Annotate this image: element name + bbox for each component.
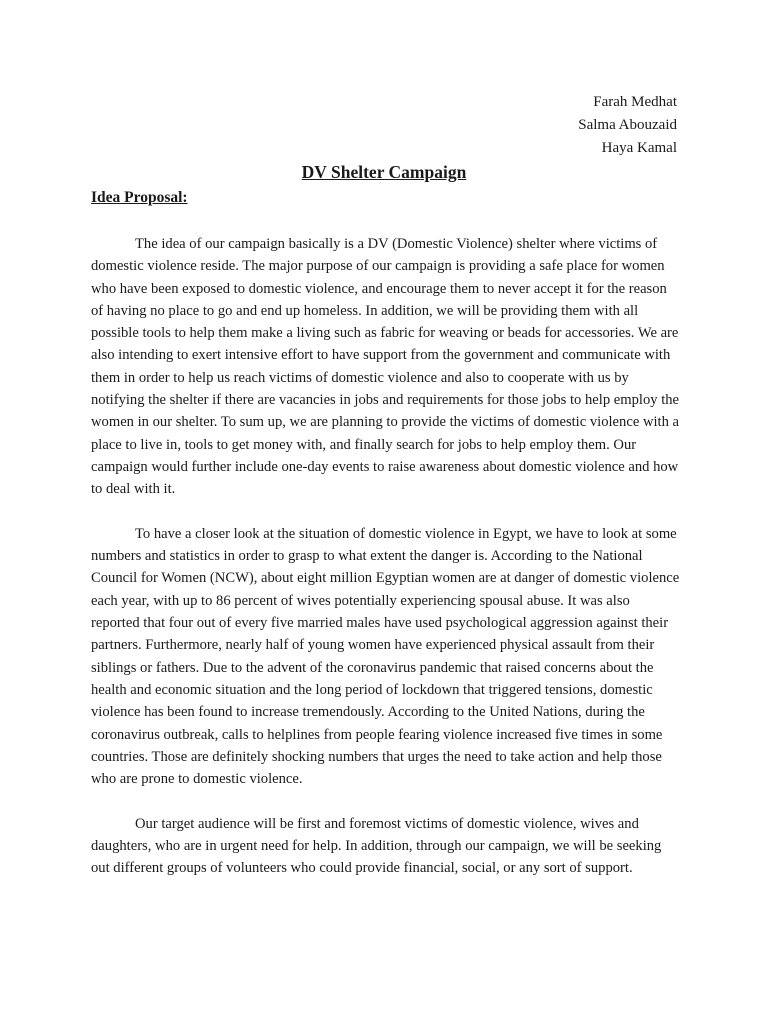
paragraph-1: The idea of our campaign basically is a DV (Domestic Violence) shelter where victims of domestic violence reside. The major purpose of our campaign is providing a safe place for women who have been exposed to domestic violence, and encourage them to never accept it for the reason of having no place to go and end up homeless. In addition, we will be providing them with all possible tools to help them make a living such as fabric for weaving or beads for accessories. We are also intending to exert intensive effort to have support from the government and communicate with them in order to help us reach victims of domestic violence and also to cooperate with us by notifying the shelter if there are vacancies in jobs and requirements for those jobs to help employ the women in our shelter. To sum up, we are planning to provide the victims of domestic violence with a place to live in, tools to get money with, and finally search for jobs to help employ them. Our campaign would further include one-day events to raise awareness about domestic violence and how to deal with it. <box>91 236 680 498</box>
document-title: DV Shelter Campaign <box>301 162 467 182</box>
author-name: Haya Kamal <box>601 140 677 156</box>
body-text <box>91 233 682 902</box>
section-heading: Idea Proposal: <box>91 189 188 206</box>
author-name: Farah Medhat <box>593 94 677 110</box>
paragraph-3: Our target audience will be first and foremost victims of domestic violence, wives and daughters, who are in urgent need for help. In addition, through our campaign, we will be seeking out different groups of volunteers who could provide financial, social, or any sort of support. <box>91 815 662 877</box>
author-name: Salma Abouzaid <box>578 117 677 133</box>
author-list <box>578 91 677 160</box>
paragraph-2: To have a closer look at the situation of domestic violence in Egypt, we have to look at some numbers and statistics in order to grasp to what extent the danger is. According to the National Council for Women (NCW), about eight million Egyptian women are at danger of domestic violence each year, with up to 86 percent of wives potentially experiencing spousal abuse. It was also reported that four out of every five married males have used psychological aggression against their partners. Furthermore, nearly half of young women have experienced physical assault from their siblings or fathers. Due to the advent of the coronavirus pandemic that raised concerns about the health and economic situation and the long period of lockdown that triggered tensions, domestic violence has been found to increase tremendously. According to the United Nations, during the coronavirus outbreak, calls to helplines from people fearing violence increased five times in some countries. Those are definitely shocking numbers that urges the need to take action and help those who are prone to domestic violence. <box>91 525 680 788</box>
